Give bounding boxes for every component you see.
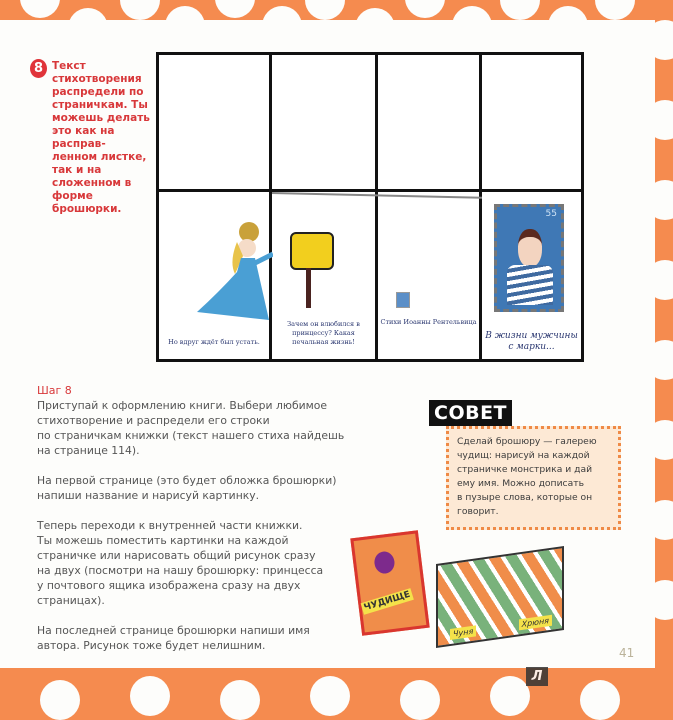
sailor-head [518,229,542,267]
mini-stamp-icon [396,292,410,308]
page-number: 41 [619,646,635,660]
page-caption: Стихи Иоанны Рентельвица [380,318,477,326]
tip-title: СОВЕТ [429,400,512,426]
mailbox-post [306,268,311,308]
booklet-layout [156,52,584,362]
princess-illustration [189,212,273,332]
booklet-page-bottom-1 [159,192,272,359]
booklet-page-top-2 [272,55,378,192]
booklet-page-top-1 [159,55,272,192]
booklet-page-top-3 [378,55,482,192]
page-caption: В жизни мужчины с марки... [485,331,578,352]
sailor-body [507,265,553,305]
page-caption: Но вдруг ждёт был устать. [168,338,260,346]
stamp-value: 55 [545,209,557,219]
step-number-badge: 8 [30,59,47,78]
booklet-page-bottom-3 [378,192,482,359]
monster-mouth [373,550,396,574]
monster-name: Хрюня [519,615,552,631]
step-instructions [37,383,377,668]
postage-stamp-illustration [494,204,564,312]
booklet-page-bottom-2 [272,192,378,359]
page-caption: Зачем он влюбился в принцессу? Какая печальная жизнь! [287,320,360,346]
booklet-page-top-4 [482,55,581,192]
step-paragraph: Теперь переходи к внутренней части книжки. Ты можешь поместить картинки на каждой страничке или нарисовать общий рисунок сразу на двух (посмотри на нашу брошюрку: принцесса у почтового ящика изображена сразу на двух страницах). [37,519,324,607]
step-paragraph: На последней странице брошюрки напиши имя автора. Рисунок тоже будет нелишним. [37,624,310,652]
intro-note [30,60,150,216]
monster-name: Чуня [450,625,476,640]
step-paragraph: На первой странице (это будет обложка брошюрки) напиши название и нарисуй картинку. [37,474,337,502]
step-title: Шаг 8 [37,384,72,397]
monster-booklet-cover [350,530,429,636]
booklet-page-bottom-4 [482,192,581,359]
intro-text: Текст стихотворения распредели по страничкам. Ты можешь делать это как на расправ- ленном листке, так и на сложенном в форме брошюрки. [52,60,150,215]
mailbox-illustration [290,232,334,270]
step-paragraph: Приступай к оформлению книги. Выбери любимое стихотворение и распредели его строки по страничкам книжки (текст нашего стиха найдешь на странице 114). [37,399,345,457]
watermark-logo-icon: Л [526,667,548,686]
cover-label: ЧУДИЩЕ [361,588,414,615]
monster-booklet-open [436,546,564,648]
tip-box: Сделай брошюру — галерею чудищ: нарисуй на каждой страничке монстрика и дай ему имя. Можно дописать в пузыре слова, которые он говорит. [446,426,621,530]
